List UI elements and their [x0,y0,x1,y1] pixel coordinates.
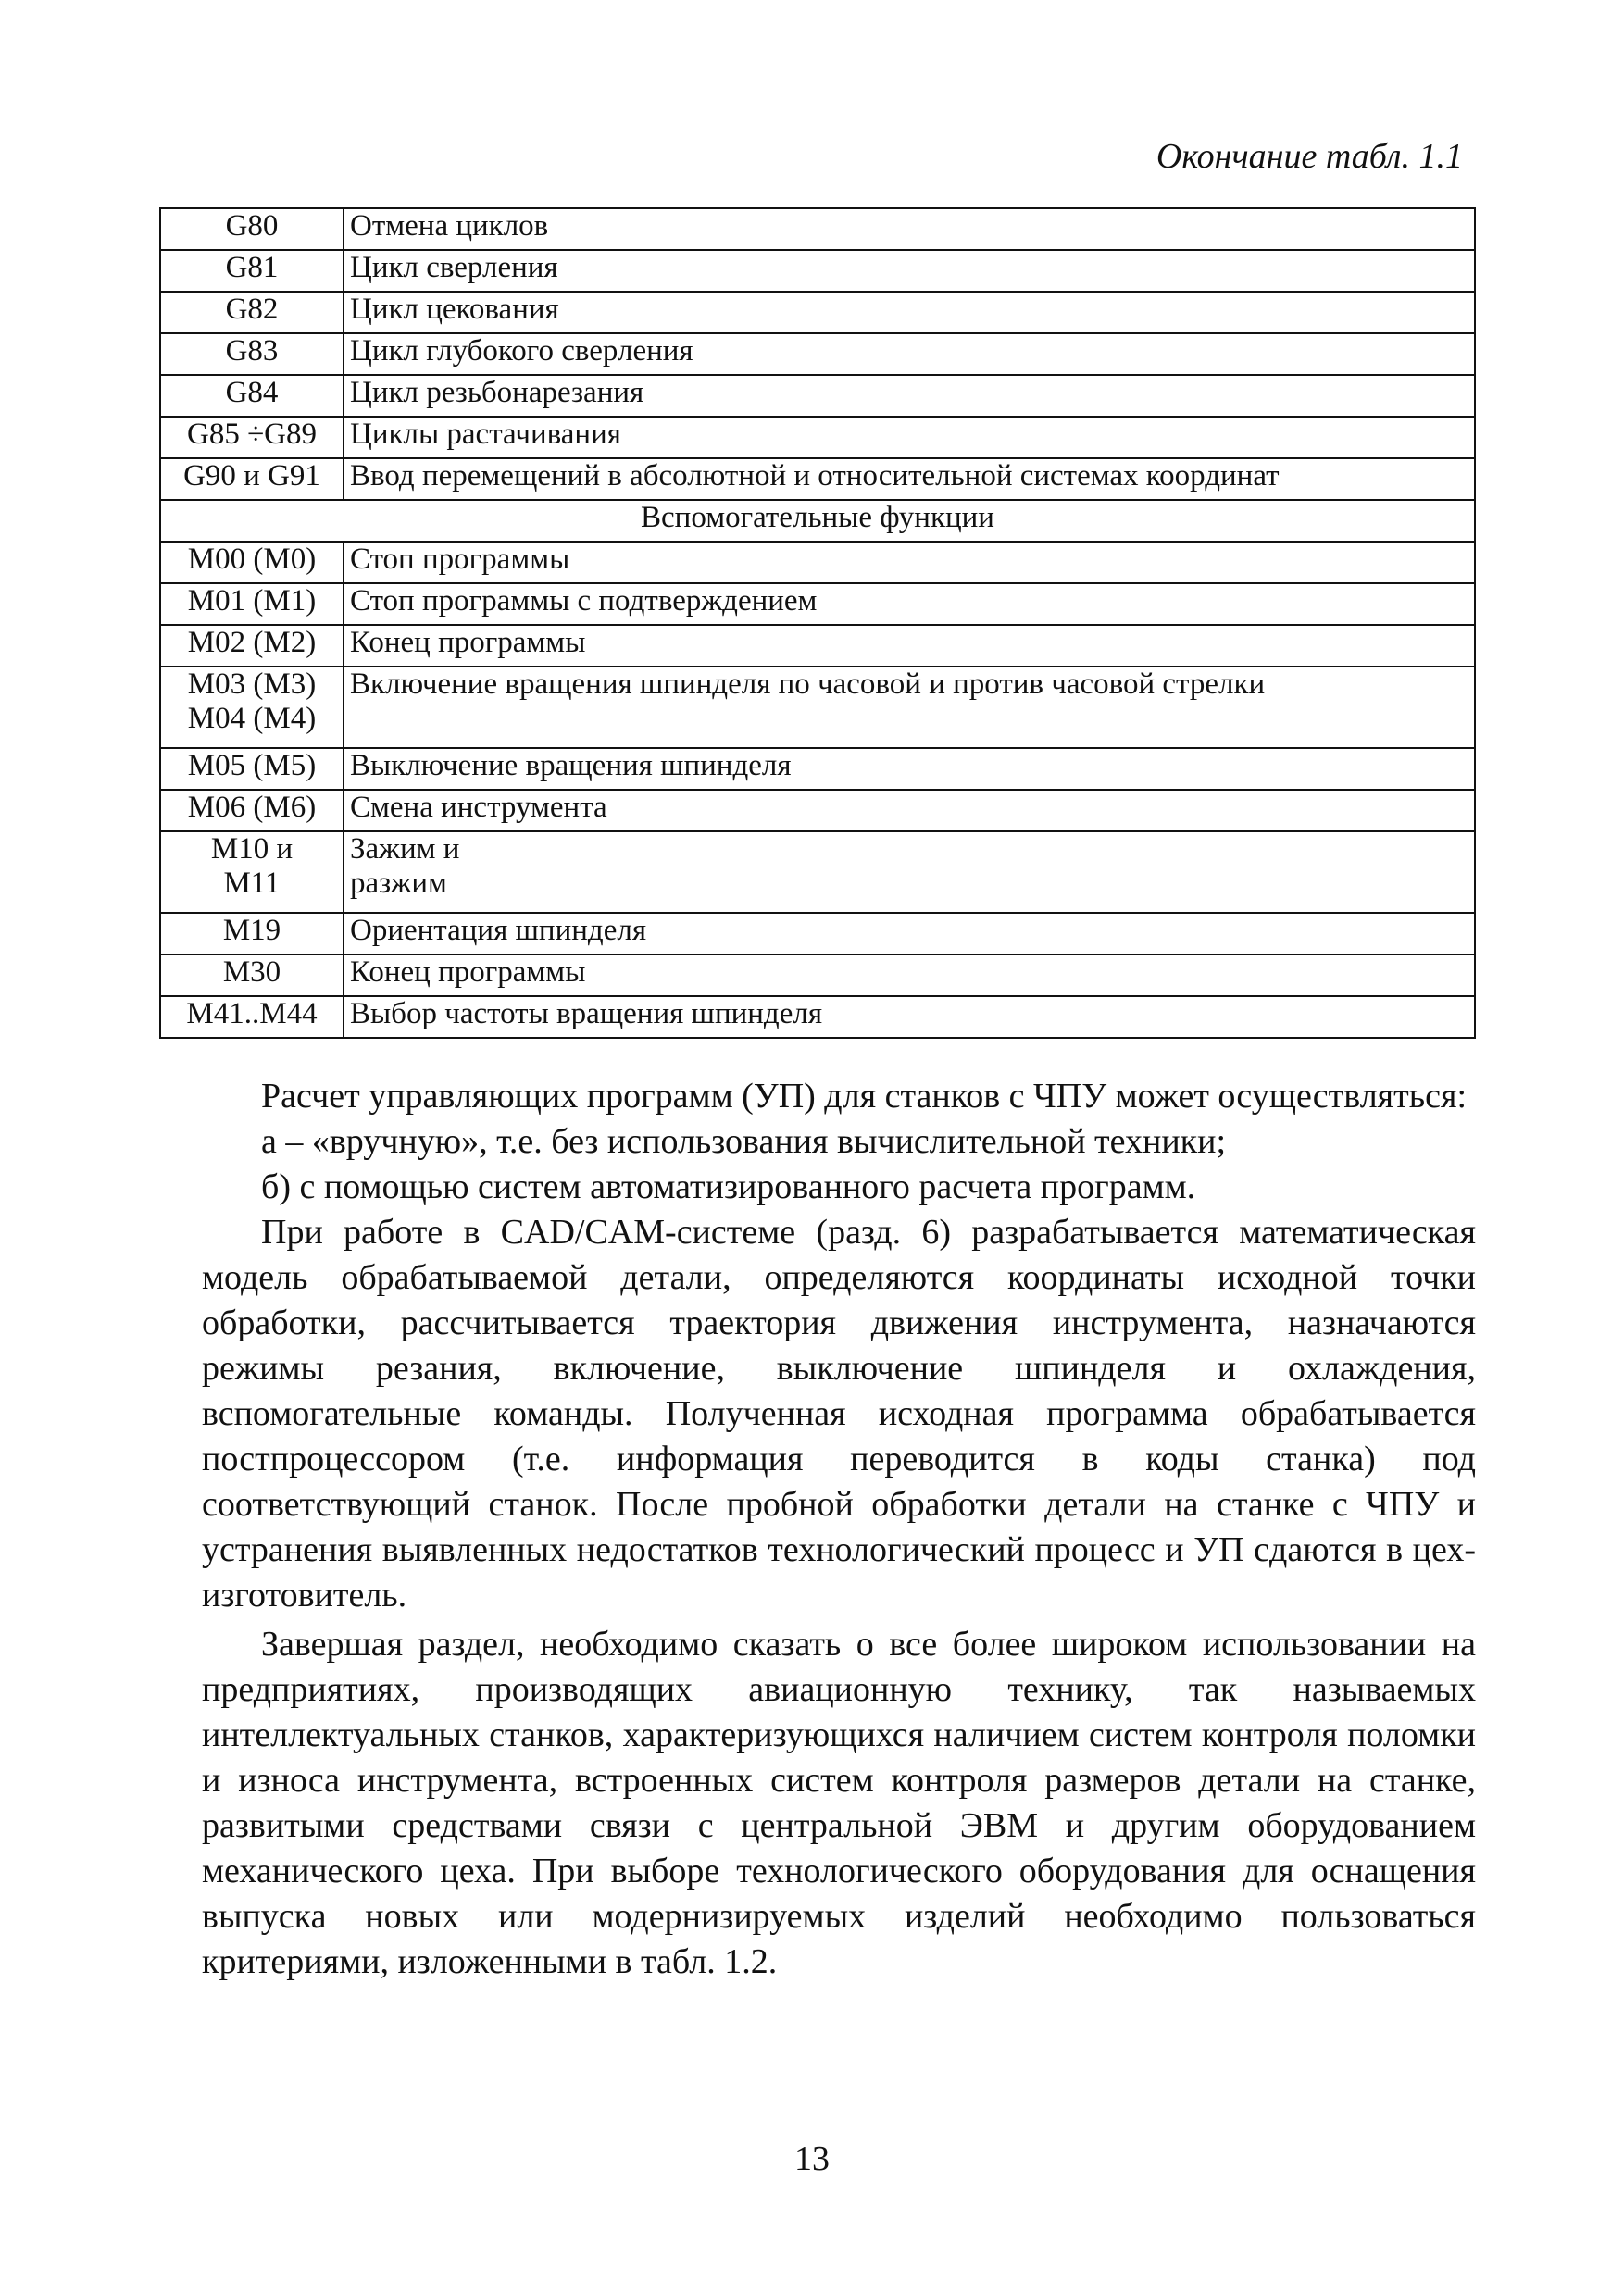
description-cell: Ориентация шпинделя [344,913,1475,954]
code-cell: G82 [160,292,344,333]
code-cell: G90 и G91 [160,458,344,500]
code-cell: M19 [160,913,344,954]
code-cell: M02 (M2) [160,625,344,667]
table-row [160,954,1475,996]
table-row [160,790,1475,831]
table-row [160,375,1475,417]
description-cell: Стоп программы с подтверждением [344,583,1475,625]
description-line: Зажим и [350,832,460,866]
list-item: б) с помощью систем автоматизированного расчета программ. [261,1167,1196,1206]
table-row [160,417,1475,458]
description-cell: Цикл резьбонарезания [344,375,1475,417]
description-cell: Стоп программы [344,542,1475,583]
code-cell: G84 [160,375,344,417]
description-cell: Выключение вращения шпинделя [344,748,1475,790]
table-row [160,333,1475,375]
code-cell: G83 [160,333,344,375]
code-cell: G81 [160,250,344,292]
table-row [160,625,1475,667]
table-row [160,996,1475,1038]
description-line: разжим [350,866,447,900]
code-cell: M01 (M1) [160,583,344,625]
code-cell: M41..M44 [160,996,344,1038]
section-title: Вспомогательные функции [160,500,1475,542]
paragraph: Расчет управляющих программ (УП) для станков с ЧПУ может осуществляться: [261,1077,1468,1116]
table-row [160,831,1475,913]
code-cell: M06 (M6) [160,790,344,831]
table-row [160,292,1475,333]
code-line: M04 (M4) [187,701,317,735]
code-cell: M05 (M5) [160,748,344,790]
list-item: а – «вручную», т.е. без использования вычислительной техники; [261,1122,1227,1161]
description-cell: Конец программы [344,625,1475,667]
code-line: M10 и [210,832,294,866]
description-cell [344,831,1475,913]
description-cell: Смена инструмента [344,790,1475,831]
table-row [160,913,1475,954]
table-row [160,748,1475,790]
paragraph: Завершая раздел, необходимо сказать о все более широком использовании на предприятиях, производящих авиационную технику, так называемых интеллектуальных станков, характеризующихся наличием систем контроля поломки и износа инструмента, встроенных систем контроля размеров детали на станке, развитыми средствами связи с центральной ЭВМ и другим оборудованием механического цеха. При выборе технологического оборудования для оснащения выпуска новых или модернизируемых изделий необходимо пользоваться критериями, изложенными в табл. 1.2. [202,1625,1476,1981]
code-cell [160,667,344,748]
description-cell: Цикл глубокого сверления [344,333,1475,375]
description-cell: Цикл цекования [344,292,1475,333]
code-cell: M30 [160,954,344,996]
page-number: 13 [794,2139,830,2178]
table-row [160,542,1475,583]
table-row [160,583,1475,625]
code-line: M03 (M3) [187,667,317,701]
description-cell: Отмена циклов [344,208,1475,250]
paragraph: При работе в CAD/CAM-системе (разд. 6) разрабатывается математическая модель обрабатываемой детали, определяются координаты исходной точки обработки, рассчитывается траектория движения инструмента, назначаются режимы резания, включение, выключение шпинделя и охлаждения, вспомогательные команды. Полученная исходная программа обрабатывается постпроцессором (т.е. информация переводится в коды станка) под соответствующий станок. После пробной обработки детали на станке с ЧПУ и устранения выявленных недостатков технологический процесс и УП сдаются в цех-изготовитель. [202,1213,1476,1615]
table-row [160,250,1475,292]
table-row [160,458,1475,500]
description-cell: Конец программы [344,954,1475,996]
body-text [202,1074,1476,1985]
description-cell: Ввод перемещений в абсолютной и относительной системах координат [344,458,1475,500]
table-caption: Окончание табл. 1.1 [1156,137,1463,176]
table-row [160,667,1475,748]
section-header-row [160,500,1475,542]
code-cell: M00 (M0) [160,542,344,583]
code-cell [160,831,344,913]
table-row [160,208,1475,250]
description-cell: Циклы растачивания [344,417,1475,458]
code-line: M11 [223,866,281,900]
description-cell: Цикл сверления [344,250,1475,292]
description-cell: Выбор частоты вращения шпинделя [344,996,1475,1038]
code-cell: G85 ÷G89 [160,417,344,458]
code-cell: G80 [160,208,344,250]
description-cell: Включение вращения шпинделя по часовой и против часовой стрелки [344,667,1475,748]
codes-table [159,207,1476,1039]
